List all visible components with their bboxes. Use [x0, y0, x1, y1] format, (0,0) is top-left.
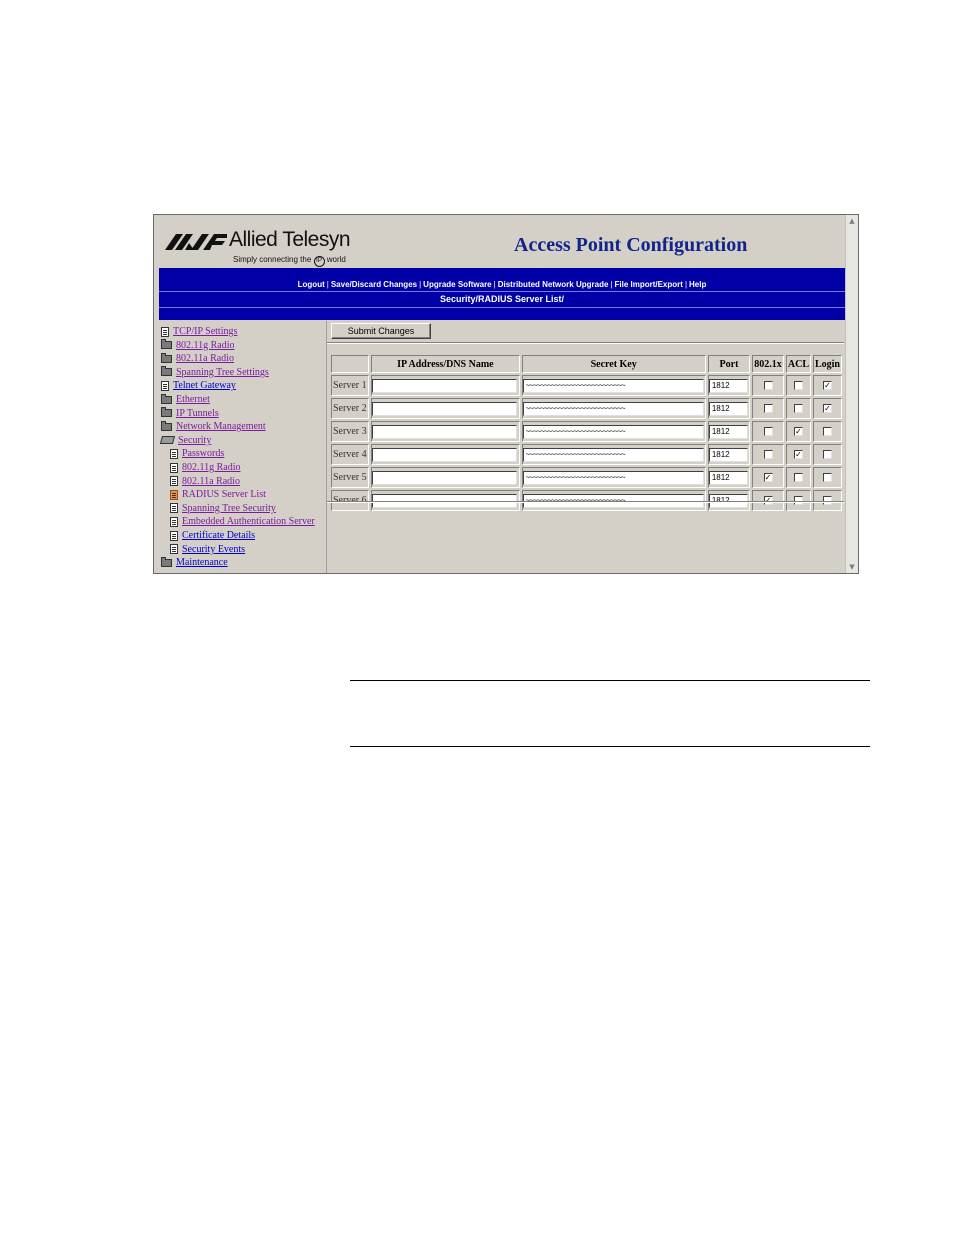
- page-icon: [170, 531, 178, 541]
- secret-key-input[interactable]: [523, 425, 704, 439]
- page-icon: [170, 517, 178, 527]
- tree-item-label: RADIUS Server List: [182, 489, 266, 501]
- login-checkbox[interactable]: [823, 473, 832, 482]
- nav-link-save-discard-changes[interactable]: Save/Discard Changes: [330, 280, 418, 289]
- port-input-cell: [708, 375, 750, 396]
- folder-open-icon: [160, 436, 175, 444]
- acl-checkbox[interactable]: ✓: [795, 450, 802, 460]
- server-label: Server 6: [331, 490, 369, 511]
- table-row: [331, 375, 842, 396]
- document-rule: [350, 746, 870, 747]
- nav-links: [159, 280, 845, 289]
- tree-item-security-events[interactable]: [170, 543, 245, 556]
- tree-item-802-11a-radio[interactable]: [161, 352, 234, 365]
- tree-item-label: 802.11g Radio: [182, 462, 241, 473]
- tree-item-label: 802.11a Radio: [182, 475, 240, 487]
- login-checkbox-cell: [813, 467, 842, 488]
- page-icon: [170, 449, 178, 459]
- brand-tagline: [233, 255, 346, 267]
- 802-1x-checkbox-cell: [752, 398, 784, 419]
- ip-address-input[interactable]: [372, 448, 517, 462]
- 802-1x-checkbox-cell: [752, 421, 784, 442]
- tree-item-telnet-gateway[interactable]: [161, 379, 236, 392]
- tree-item-spanning-tree-settings[interactable]: [161, 366, 269, 379]
- tree-item-certificate-details[interactable]: [170, 529, 255, 542]
- acl-checkbox[interactable]: [794, 473, 803, 482]
- tree-item-label: Certificate Details: [182, 530, 256, 541]
- server-label: Server 3: [331, 421, 369, 442]
- column-header-802-1x: 802.1x: [752, 355, 784, 373]
- breadcrumb: Security/RADIUS Server List/: [439, 294, 565, 304]
- tree-item-network-management[interactable]: [161, 420, 266, 433]
- nav-separator: |: [684, 280, 688, 289]
- ip-badge-icon: IP: [314, 256, 325, 267]
- scroll-up-icon[interactable]: ▲: [849, 217, 855, 225]
- table-header-row: [331, 355, 842, 373]
- divider: [327, 501, 844, 503]
- nav-link-upgrade-software[interactable]: Upgrade Software: [423, 280, 492, 289]
- ip-address-input[interactable]: [372, 471, 517, 485]
- page-title: Access Point Configuration: [514, 234, 748, 256]
- folder-icon: [161, 355, 172, 363]
- 802-1x-checkbox[interactable]: [764, 404, 773, 413]
- page-icon: [161, 327, 169, 337]
- secret-key-input[interactable]: [523, 402, 704, 416]
- port-input[interactable]: [709, 425, 748, 439]
- table-row: [331, 398, 842, 419]
- acl-checkbox-cell: [786, 375, 811, 396]
- folder-icon: [161, 409, 172, 417]
- acl-checkbox[interactable]: ✓: [795, 427, 802, 437]
- tree-item-label: IP Tunnels: [176, 407, 219, 419]
- login-checkbox[interactable]: [823, 427, 832, 436]
- main-content: [327, 321, 844, 573]
- 802-1x-checkbox[interactable]: ✓: [764, 473, 772, 483]
- secret-key-input-cell: [522, 398, 706, 419]
- radius-server-table: [329, 353, 844, 513]
- port-input[interactable]: [709, 379, 748, 393]
- tree-item-maintenance[interactable]: [161, 556, 228, 569]
- server-label: Server 5: [331, 467, 369, 488]
- secret-key-input[interactable]: [523, 448, 704, 462]
- tree-item-label: Ethernet: [176, 394, 210, 405]
- tree-item-label: TCP/IP Settings: [173, 326, 238, 337]
- nav-link-help[interactable]: Help: [689, 280, 707, 289]
- column-header-row-label: [331, 355, 369, 373]
- tree-item-ethernet[interactable]: [161, 393, 210, 406]
- ip-address-input-cell: [371, 398, 519, 419]
- tree-item-label: 802.11g Radio: [176, 339, 235, 351]
- 802-1x-checkbox-cell: [752, 467, 784, 488]
- table-body: [331, 375, 842, 511]
- tree-item-802-11g-radio[interactable]: [161, 339, 235, 352]
- secret-key-input-cell: [522, 375, 706, 396]
- ip-address-input-cell: [371, 444, 519, 465]
- submit-changes-button[interactable]: Submit Changes: [331, 323, 431, 339]
- tree-item-security[interactable]: [161, 434, 211, 447]
- secret-key-input-cell: [522, 467, 706, 488]
- tagline-end: world: [326, 255, 346, 264]
- table-row: [331, 444, 842, 465]
- folder-icon: [161, 368, 172, 376]
- login-checkbox-cell: [813, 398, 842, 419]
- tree-item-radius-server-list[interactable]: [170, 488, 266, 501]
- port-input-cell: [708, 398, 750, 419]
- port-input-cell: [708, 444, 750, 465]
- column-header-login: Login: [813, 355, 842, 373]
- nav-separator: |: [326, 280, 329, 289]
- tree-item-label: Spanning Tree Security: [182, 502, 276, 514]
- folder-icon: [161, 559, 172, 567]
- scroll-down-icon[interactable]: ▼: [849, 563, 855, 571]
- 802-1x-checkbox-cell: [752, 444, 784, 465]
- login-checkbox[interactable]: ✓: [824, 404, 831, 414]
- 802-1x-checkbox-cell: [752, 375, 784, 396]
- column-header-acl: ACL: [786, 355, 811, 373]
- column-header-port: Port: [708, 355, 750, 373]
- page-icon: [170, 463, 178, 473]
- ip-address-input[interactable]: [372, 379, 517, 393]
- table-row: [331, 421, 842, 442]
- tree-item-label: Passwords: [182, 448, 225, 460]
- nav-separator: |: [610, 280, 613, 289]
- port-input-cell: [708, 467, 750, 488]
- port-input[interactable]: [709, 471, 748, 485]
- secret-key-input-cell: [522, 444, 706, 465]
- acl-checkbox-cell: [786, 421, 811, 442]
- secret-key-input-cell: [522, 421, 706, 442]
- tree-item-embedded-authentication-server[interactable]: [170, 515, 315, 528]
- nav-separator: |: [419, 280, 422, 289]
- tree-item-label: Security: [178, 434, 212, 446]
- 802-1x-checkbox[interactable]: ✓: [764, 496, 772, 506]
- nav-link-logout[interactable]: Logout: [297, 280, 325, 289]
- browser-window: [153, 214, 859, 574]
- page-icon: [161, 381, 169, 391]
- vertical-scrollbar[interactable]: [845, 215, 858, 573]
- folder-icon: [161, 423, 172, 431]
- login-checkbox[interactable]: [823, 450, 832, 459]
- ip-address-input-cell: [371, 375, 519, 396]
- acl-checkbox-cell: [786, 398, 811, 419]
- tree-item-label: Telnet Gateway: [173, 380, 236, 392]
- tree-item-ip-tunnels[interactable]: [161, 407, 219, 420]
- nav-divider: [159, 307, 845, 308]
- column-header-ip-address: IP Address/DNS Name: [371, 355, 519, 373]
- 802-1x-checkbox[interactable]: [764, 427, 773, 436]
- secret-key-input[interactable]: [523, 471, 704, 485]
- top-nav-bar: [159, 268, 845, 320]
- tree-item-802-11a-radio[interactable]: [170, 475, 240, 488]
- 802-1x-checkbox[interactable]: [764, 450, 773, 459]
- folder-icon: [161, 396, 172, 404]
- tree-item-passwords[interactable]: [170, 447, 224, 460]
- tree-item-802-11g-radio[interactable]: [170, 461, 241, 474]
- divider: [327, 342, 844, 344]
- tree-item-spanning-tree-security[interactable]: [170, 502, 276, 515]
- ip-address-input-cell: [371, 421, 519, 442]
- tree-item-label: Network Management: [176, 421, 266, 433]
- tree-item-label: 802.11a Radio: [176, 353, 234, 365]
- secret-key-input[interactable]: [523, 379, 704, 393]
- tree-item-label: Security Events: [182, 543, 246, 555]
- document-rule: [350, 680, 870, 681]
- tree-item-label: Maintenance: [176, 557, 228, 569]
- login-checkbox-cell: [813, 421, 842, 442]
- page-icon: [170, 476, 178, 486]
- page-icon-current: [170, 490, 178, 500]
- ip-address-input-cell: [371, 467, 519, 488]
- brand-name: Allied Telesyn: [229, 228, 351, 251]
- acl-checkbox-cell: [786, 444, 811, 465]
- acl-checkbox[interactable]: [794, 404, 803, 413]
- column-header-secret-key: Secret Key: [522, 355, 706, 373]
- header: [157, 218, 845, 268]
- nav-divider: [159, 291, 845, 292]
- ip-address-input[interactable]: [372, 425, 517, 439]
- login-checkbox-cell: [813, 444, 842, 465]
- 802-1x-checkbox[interactable]: [764, 381, 773, 390]
- nav-link-file-import-export[interactable]: File Import/Export: [614, 280, 683, 289]
- tagline-text: Simply connecting the: [233, 255, 312, 264]
- folder-icon: [161, 341, 172, 349]
- port-input-cell: [708, 421, 750, 442]
- login-checkbox[interactable]: ✓: [824, 381, 831, 391]
- port-input[interactable]: [709, 402, 748, 416]
- tree-item-label: Spanning Tree Settings: [176, 366, 269, 378]
- nav-separator: |: [493, 280, 496, 289]
- acl-checkbox-cell: [786, 467, 811, 488]
- page-icon: [170, 544, 178, 554]
- table-row: [331, 467, 842, 488]
- logo-mark-icon: [165, 232, 229, 252]
- server-label: Server 4: [331, 444, 369, 465]
- nav-link-distributed-network-upgrade[interactable]: Distributed Network Upgrade: [497, 280, 609, 289]
- server-label: Server 2: [331, 398, 369, 419]
- navigation-tree: [157, 321, 327, 573]
- login-checkbox-cell: [813, 375, 842, 396]
- page-icon: [170, 503, 178, 513]
- port-input[interactable]: [709, 448, 748, 462]
- ip-address-input[interactable]: [372, 402, 517, 416]
- tree-item-tcp-ip-settings[interactable]: [161, 325, 237, 338]
- allied-telesyn-logo: [165, 228, 370, 268]
- acl-checkbox[interactable]: [794, 381, 803, 390]
- tree-item-label: Embedded Authentication Server: [182, 516, 315, 528]
- server-label: Server 1: [331, 375, 369, 396]
